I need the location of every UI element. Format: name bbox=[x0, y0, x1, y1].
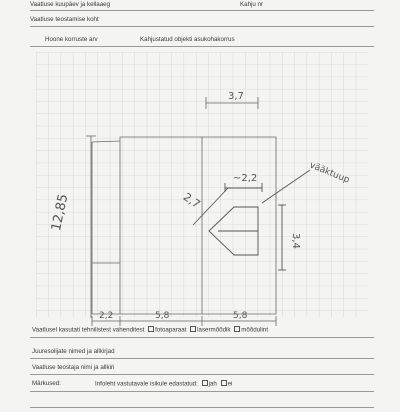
observer-label: Vaatluse teostaja nimi ja allkiri bbox=[32, 364, 115, 371]
info-row bbox=[95, 380, 232, 388]
yes-checkbox[interactable] bbox=[202, 380, 208, 386]
tape-option: mõõdulint bbox=[241, 326, 269, 334]
no-checkbox[interactable] bbox=[221, 380, 227, 386]
annotation-label: vääktuup bbox=[307, 160, 351, 186]
remarks-label: Märkused: bbox=[32, 380, 61, 387]
camera-option: fotoaparaat bbox=[155, 326, 187, 334]
date-label: Vaatluse kuupäev ja kellaaeg bbox=[30, 1, 111, 8]
location-label: Vaatluse teostamise koht bbox=[30, 16, 99, 23]
dim-diagonal: 2,7 bbox=[180, 190, 203, 211]
no-option: ei bbox=[227, 380, 233, 388]
camera-checkbox[interactable] bbox=[148, 326, 154, 332]
dim-bottom-left: 2,2 bbox=[99, 311, 114, 321]
tools-line bbox=[30, 337, 374, 338]
tape-checkbox[interactable] bbox=[234, 326, 240, 332]
dim-right-height: 3,4 bbox=[290, 233, 301, 249]
dim-height-left: 12,85 bbox=[48, 192, 72, 233]
observer-line bbox=[30, 374, 374, 375]
tools-row bbox=[32, 326, 268, 334]
laser-checkbox[interactable] bbox=[190, 326, 196, 332]
tools-label: Vaatlusel kasutati tehnilistest vahenditest bbox=[32, 326, 145, 334]
object-floor-label: Kahjustatud objekti asukohakorrus bbox=[140, 36, 235, 43]
bottom-dimensions bbox=[92, 316, 276, 326]
participants-label: Juuresolijate nimed ja allkirjad bbox=[32, 348, 115, 355]
floors-label: Hoone korruste arv bbox=[45, 36, 98, 43]
remarks-line bbox=[30, 391, 374, 392]
participants-line bbox=[30, 358, 374, 359]
remarks-line-2 bbox=[30, 407, 374, 408]
dim-top-width: 3,7 bbox=[228, 91, 244, 102]
dim-bottom-mid: 5,8 bbox=[155, 311, 170, 321]
dim-bottom-right: 5,8 bbox=[233, 311, 248, 321]
yes-option: jah bbox=[208, 380, 217, 388]
dim-small-width: ~2,2 bbox=[233, 173, 258, 184]
info-label: Infoleht vastutavale isikule edastatud: bbox=[95, 380, 198, 388]
laser-option: lasermõõdik bbox=[197, 326, 231, 334]
sheet-number-label: Kahju nr bbox=[240, 1, 264, 8]
